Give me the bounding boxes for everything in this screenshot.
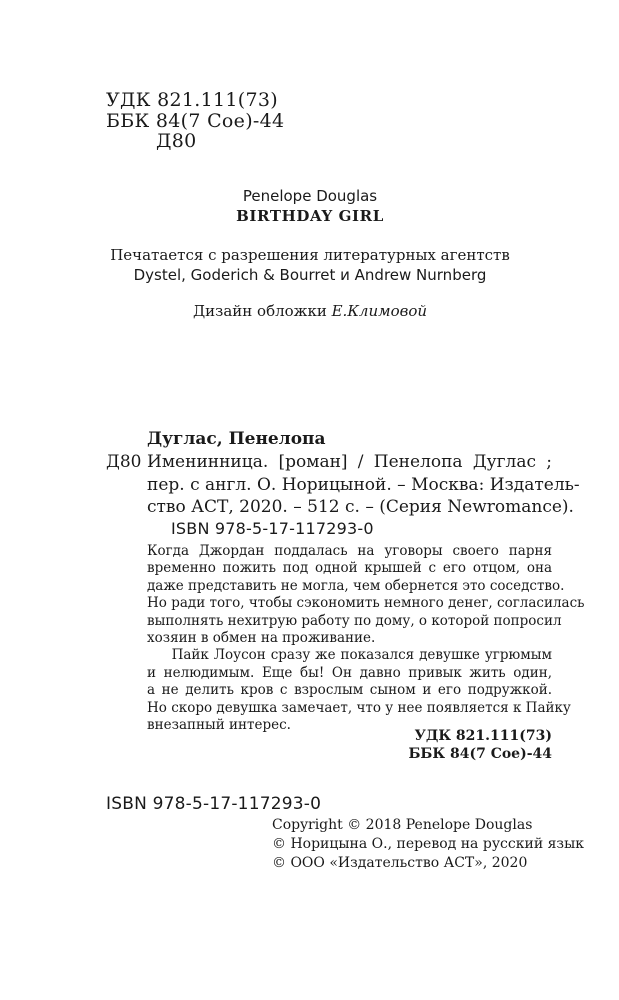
copyright-line-2: © Норицына О., перевод на русский язык <box>272 836 584 852</box>
annotation-line: Пайк Лоусон сразу же показался девушке угрюмым <box>147 647 552 664</box>
author-mark: Д80 <box>156 130 197 152</box>
cover-design-credit <box>90 301 530 321</box>
catalog-entry-description <box>147 451 580 519</box>
original-author: Penelope Douglas <box>242 187 378 205</box>
license-notice-line-2: Dystel, Goderich & Bourret и Andrew Nurnberg <box>133 266 487 284</box>
description-line: Именинница. [роман] / Пенелопа Дуглас ; <box>147 452 552 472</box>
catalog-entry-author: Дуглас, Пенелопа <box>147 429 326 449</box>
copyright-line-1: Copyright © 2018 Penelope Douglas <box>272 817 533 833</box>
annotation-line: выполнять нехитрую работу по дому, о которой попросил <box>147 612 562 629</box>
annotation-line: Но ради того, чтобы сэкономить немного денег, согласилась <box>147 595 585 612</box>
annotation-bbk-code: ББК 84(7 Сое)-44 <box>408 746 552 762</box>
annotation-line: даже представить не могла, чем обернется это соседство. <box>147 577 565 594</box>
annotation-line: Но скоро девушка замечает, что у нее появляется к Пайку <box>147 699 571 716</box>
annotation-udk-code: УДК 821.111(73) <box>414 728 552 744</box>
copyright-line-3: © ООО «Издательство АСТ», 2020 <box>272 855 528 871</box>
annotation-line: Когда Джордан поддалась на уговоры своего парня <box>147 543 552 559</box>
catalog-entry-isbn: ISBN 978-5-17-117293-0 <box>171 519 374 538</box>
isbn: ISBN 978-5-17-117293-0 <box>106 794 322 814</box>
description-line: пер. с англ. О. Норицыной. – Москва: Издатель- <box>147 474 580 495</box>
annotation-line: хозяин в обмен на проживание. <box>147 630 376 647</box>
annotation-line: внезапный интерес. <box>147 717 291 734</box>
annotation-line: временно пожить под одной крышей с его отцом, она <box>147 560 552 577</box>
bbk-code: ББК 84(7 Сое)-44 <box>106 110 285 132</box>
udk-code: УДК 821.111(73) <box>106 89 278 111</box>
annotation-line: и нелюдимым. Еще бы! Он давно привык жить один, <box>147 664 552 681</box>
original-title: BIRTHDAY GIRL <box>236 207 384 225</box>
description-line: ство АСТ, 2020. – 512 с. – (Серия Newromance). <box>147 497 574 517</box>
annotation-line: а не делить кров с взрослым сыном и его подружкой. <box>147 682 552 699</box>
cover-design-label: Дизайн обложки <box>192 302 327 320</box>
license-notice-line-1: Печатается с разрешения литературных агентств <box>110 246 510 264</box>
annotation <box>147 543 585 734</box>
cover-designer-name: Е.Климовой <box>331 302 428 320</box>
catalog-entry-author-mark: Д80 <box>106 452 142 472</box>
